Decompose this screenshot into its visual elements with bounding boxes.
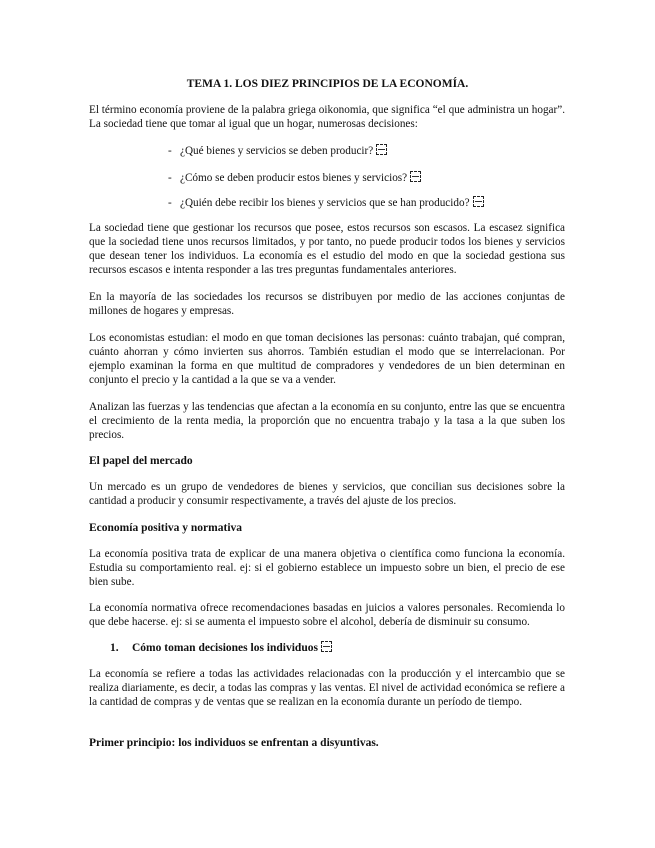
- paragraph-market: Un mercado es un grupo de vendedores de bienes y servicios, que concilian sus decisiones sobre la cantidad a producir y consumir respectivamente, a través del ajuste de los precios.: [89, 481, 565, 507]
- bullet-dash: -: [168, 197, 172, 209]
- question-item-2: [168, 171, 421, 185]
- link-marker-icon: [473, 196, 484, 207]
- heading-market: El papel del mercado: [89, 455, 193, 467]
- heading-first-principle: Primer principio: los individuos se enfrentan a disyuntivas.: [89, 737, 379, 749]
- paragraph-economists: Los economistas estudian: el modo en que toman decisiones las personas: cuánto trabajan, qué compran, cuánto ahorran y cómo invierten sus ahorros. También estudian el modo que se interrelacionan. Por ejemplo examinan la forma en que multitud de compradores y vendedores de un bien determinan en conjunto el precio y la cantidad a la que se va a vender.: [89, 332, 565, 386]
- link-marker-icon: [410, 171, 421, 182]
- section-number: 1.: [110, 642, 119, 654]
- bullet-dash: -: [168, 172, 172, 184]
- question-text: ¿Qué bienes y servicios se deben producir?: [180, 145, 374, 157]
- link-marker-icon: [321, 641, 332, 652]
- document-title: TEMA 1. LOS DIEZ PRINCIPIOS DE LA ECONOMÍA.: [186, 78, 469, 90]
- section-heading-text: Cómo toman decisiones los individuos: [132, 642, 318, 654]
- paragraph-section-one: La economía se refiere a todas las actividades relacionadas con la producción y el intercambio que se realiza diariamente, es decir, a todas las compras y las ventas. El nivel de actividad económica se refiere a la cantidad de compras y de ventas que se realizan en la economía durante un período de tiempo.: [89, 668, 565, 708]
- question-item-1: [168, 144, 387, 158]
- question-item-3: [168, 196, 484, 210]
- heading-section-one: [110, 641, 332, 654]
- question-text: ¿Quién debe recibir los bienes y servicios que se han producido?: [180, 197, 470, 209]
- link-marker-icon: [376, 144, 387, 155]
- heading-positive-normative: Economía positiva y normativa: [89, 522, 243, 534]
- paragraph-positive: La economía positiva trata de explicar de una manera objetiva o científica como funciona la economía. Estudia su comportamiento real. ej: si el gobierno establece un impuesto sobre un bien, el precio de ese bien sube.: [89, 548, 565, 588]
- question-text: ¿Cómo se deben producir estos bienes y servicios?: [180, 172, 408, 184]
- paragraph-scarcity: La sociedad tiene que gestionar los recursos que posee, estos recursos son escasos. La escasez significa que la sociedad tiene unos recursos limitados, y por tanto, no puede producir todos los bienes y servicios que desean tener los individuos. La economía es el estudio del modo en que la sociedad gestiona sus recursos escasos e intenta responder a las tres preguntas fundamentales anteriores.: [89, 222, 565, 276]
- paragraph-forces: Analizan las fuerzas y las tendencias que afectan a la economía en su conjunto, entre las que se encuentra el crecimiento de la renta media, la proporción que no encuentra trabajo y la tasa a la que suben los precios.: [89, 401, 565, 441]
- paragraph-normative: La economía normativa ofrece recomendaciones basadas en juicios a valores personales. Recomienda lo que debe hacerse. ej: si se aumenta el impuesto sobre el alcohol, debería de disminuir su consumo.: [89, 602, 565, 628]
- intro-paragraph: El término economía proviene de la palabra griega oikonomia, que significa “el que administra un hogar”. La sociedad tiene que tomar al igual que un hogar, numerosas decisiones:: [89, 104, 565, 130]
- paragraph-distribution: En la mayoría de las sociedades los recursos se distribuyen por medio de las acciones conjuntas de millones de hogares y empresas.: [89, 291, 565, 317]
- bullet-dash: -: [168, 145, 172, 157]
